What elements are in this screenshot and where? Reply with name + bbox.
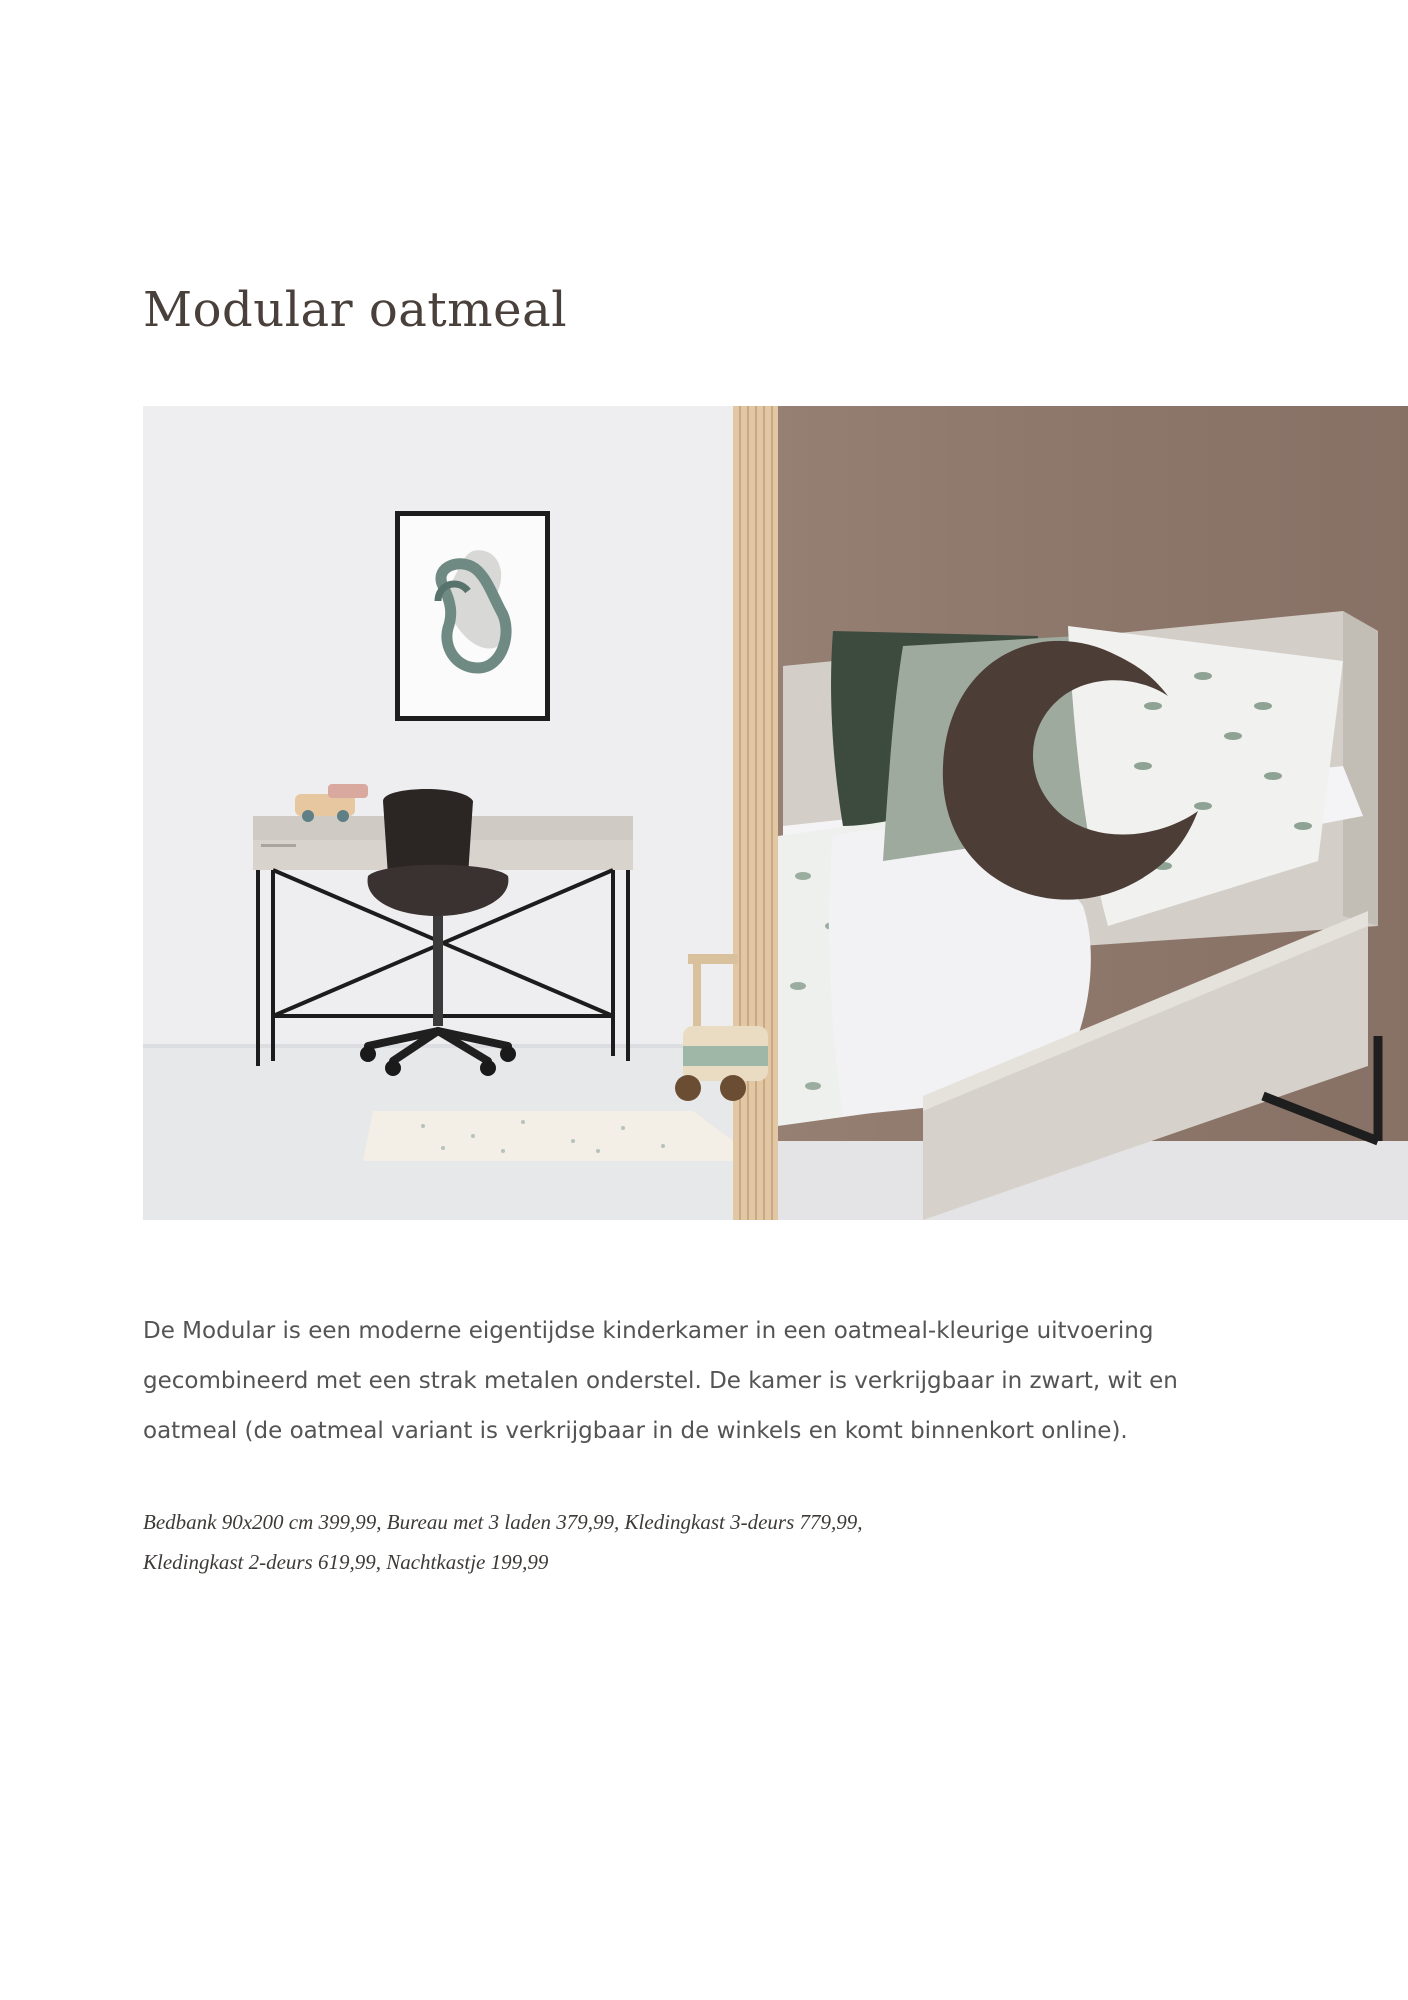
price-line: Kledingkast 2-deurs 619,99, Nachtkastje 199,99	[143, 1550, 549, 1574]
description-line: oatmeal (de oatmeal variant is verkrijgbaar in de winkels en komt binnenkort online).	[143, 1418, 1128, 1444]
description-line: gecombineerd met een strak metalen onderstel. De kamer is verkrijgbaar in zwart, wit en	[143, 1368, 1178, 1394]
price-line: Bedbank 90x200 cm 399,99, Bureau met 3 laden 379,99, Kledingkast 3-deurs 779,99,	[143, 1510, 863, 1534]
price-list	[143, 1502, 863, 1582]
description-line: De Modular is een moderne eigentijdse kinderkamer in een oatmeal-kleurige uitvoering	[143, 1318, 1154, 1344]
description-text	[143, 1306, 1273, 1456]
desk-scene-photo	[143, 406, 778, 1220]
hero-photo	[143, 406, 1408, 1220]
page-title: Modular oatmeal	[143, 282, 568, 338]
bed-scene-photo	[778, 406, 1408, 1220]
